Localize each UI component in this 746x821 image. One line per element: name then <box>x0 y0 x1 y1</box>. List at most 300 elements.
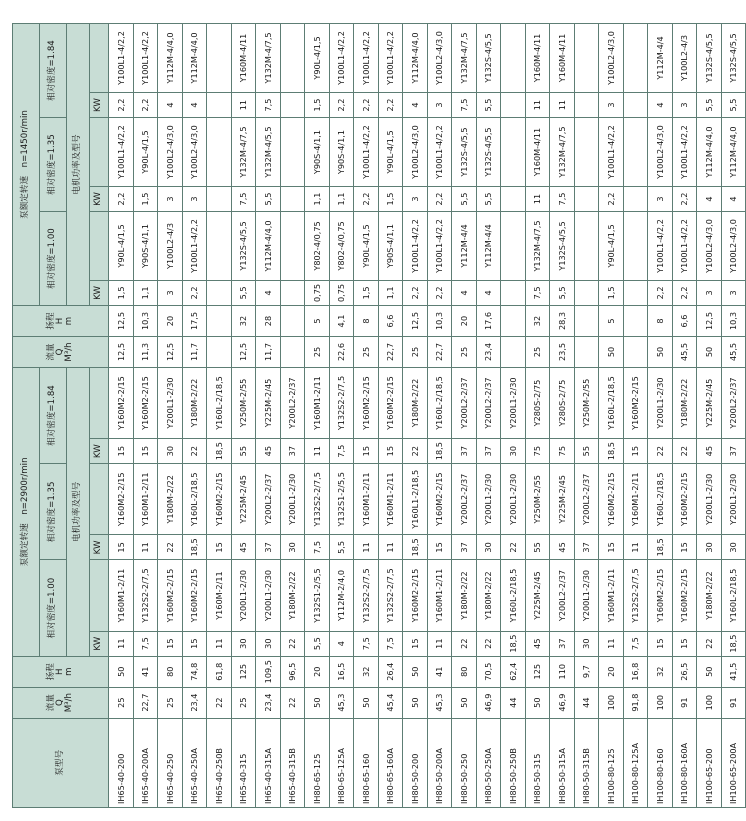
table-cell: 55 <box>231 439 256 464</box>
table-row <box>378 24 403 808</box>
table-cell: Y90L-4/1,5 <box>378 118 403 187</box>
table-row <box>256 24 281 808</box>
table-cell: Y112M-4/4,0 <box>697 118 722 187</box>
table-cell: 45,5 <box>672 337 697 368</box>
table-cell: 6,6 <box>672 306 697 337</box>
table-cell: 12,5 <box>109 306 134 337</box>
table-cell: Y160M-2/11 <box>207 560 232 631</box>
table-cell: Y132S2-2/7,5 <box>133 560 158 631</box>
table-cell: 91 <box>721 687 746 718</box>
table-cell: Y280S-2/75 <box>525 367 550 438</box>
table-cell: Y160L-2/18,5 <box>207 367 232 438</box>
table-cell: Y160M1-2/11 <box>378 464 403 535</box>
table-cell: 15 <box>354 439 379 464</box>
table-cell: 22 <box>158 535 183 560</box>
table-cell: 5,5 <box>305 631 330 656</box>
table-cell: 50 <box>525 687 550 718</box>
table-cell: 7,5 <box>329 439 354 464</box>
table-cell: 3 <box>403 186 428 211</box>
table-cell: 50 <box>305 687 330 718</box>
table-cell: 44 <box>574 687 599 718</box>
table-cell: 30 <box>256 631 281 656</box>
table-cell: 2,2 <box>378 92 403 117</box>
table-cell: 2,2 <box>648 280 673 305</box>
pump-model-cell: IH100-80-125A <box>623 718 648 807</box>
table-cell: 3 <box>158 186 183 211</box>
table-cell <box>623 118 648 187</box>
pump-model-cell: IH80-65-160A <box>378 718 403 807</box>
table-cell: Y100L2-4/3,0 <box>721 212 746 281</box>
table-cell: Y200L1-2/30 <box>476 464 501 535</box>
table-cell: 16,8 <box>623 656 648 687</box>
table-cell: 45,3 <box>329 687 354 718</box>
table-cell: Y100L1-4/2,2 <box>133 24 158 93</box>
table-cell <box>280 186 305 211</box>
table-cell: 61,8 <box>207 656 232 687</box>
table-cell: 2,2 <box>109 92 134 117</box>
table-cell: 50 <box>452 687 477 718</box>
table-cell: 37 <box>721 439 746 464</box>
table-cell: 22 <box>280 687 305 718</box>
table-cell: Y90L-4/1,5 <box>133 118 158 187</box>
table-cell: 110 <box>550 656 575 687</box>
table-cell: Y100L1-4/2,2 <box>672 118 697 187</box>
table-cell: 37 <box>280 439 305 464</box>
table-cell: 23,4 <box>182 687 207 718</box>
table-cell <box>501 306 526 337</box>
table-cell: Y160M1-2/11 <box>623 464 648 535</box>
table-cell: 15 <box>599 535 624 560</box>
header-density-100-2900: 相对密度=1.00 <box>40 560 67 656</box>
table-cell: 15 <box>109 535 134 560</box>
pump-model-cell: IH80-50-200A <box>427 718 452 807</box>
table-cell: 4 <box>158 92 183 117</box>
table-cell: 30 <box>574 631 599 656</box>
table-cell: 7,5 <box>231 186 256 211</box>
table-cell <box>207 280 232 305</box>
pump-model-cell: IH65-40-315 <box>231 718 256 807</box>
table-cell: 5,5 <box>476 92 501 117</box>
table-cell: Y160M2-2/15 <box>672 560 697 631</box>
table-cell <box>207 186 232 211</box>
table-cell: Y90L-4/1,5 <box>354 212 379 281</box>
table-cell: Y100L2-4/3 <box>672 24 697 93</box>
table-cell: 3 <box>182 186 207 211</box>
table-cell: Y200L1-2/30 <box>721 464 746 535</box>
header-flow-1450: 流量 Q M³/h <box>13 337 109 368</box>
table-cell: Y100L2-4/3,0 <box>599 24 624 93</box>
pump-model-cell: IH100-80-160A <box>672 718 697 807</box>
table-cell: 1,1 <box>133 280 158 305</box>
table-cell: 25 <box>452 337 477 368</box>
table-cell: 1,5 <box>354 280 379 305</box>
table-cell: Y100L1-4/2,2 <box>648 212 673 281</box>
table-cell: Y160M2-2/15 <box>354 367 379 438</box>
pump-model-cell: IH80-50-250 <box>452 718 477 807</box>
table-cell <box>207 118 232 187</box>
table-cell: 0,75 <box>329 280 354 305</box>
table-cell: Y200L2-2/37 <box>721 367 746 438</box>
table-cell: 2,2 <box>403 280 428 305</box>
table-cell: Y180M-2/22 <box>280 560 305 631</box>
table-row <box>697 24 722 808</box>
table-row <box>599 24 624 808</box>
table-cell: 1,5 <box>378 186 403 211</box>
table-cell: Y160M2-2/15 <box>158 560 183 631</box>
table-cell: 41 <box>133 656 158 687</box>
table-cell: 15 <box>207 535 232 560</box>
table-cell: 55 <box>525 535 550 560</box>
table-cell: 18,5 <box>721 631 746 656</box>
table-cell: 11 <box>427 631 452 656</box>
table-cell: 2,2 <box>427 280 452 305</box>
table-cell: 15 <box>427 535 452 560</box>
table-cell: 12,5 <box>158 337 183 368</box>
table-cell: Y200L1-2/30 <box>697 464 722 535</box>
table-cell: 45,4 <box>378 687 403 718</box>
pump-model-cell: IH80-50-315 <box>525 718 550 807</box>
table-cell: 22 <box>476 631 501 656</box>
table-cell: 3 <box>158 280 183 305</box>
table-cell: 22 <box>672 439 697 464</box>
table-cell: Y160M-4/11 <box>231 24 256 93</box>
table-cell: Y160M1-2/11 <box>305 367 330 438</box>
table-cell: 18,5 <box>182 535 207 560</box>
table-cell: 3 <box>427 92 452 117</box>
table-cell <box>574 337 599 368</box>
table-cell: Y250M-2/55 <box>525 464 550 535</box>
pump-model-cell: IH65-40-200A <box>133 718 158 807</box>
header-model: 泵型号 <box>13 718 109 807</box>
table-cell: 20 <box>158 306 183 337</box>
table-cell: 45 <box>256 439 281 464</box>
table-cell: Y160M2-2/15 <box>427 464 452 535</box>
header-kw: KW <box>90 535 109 560</box>
table-cell: 74,8 <box>182 656 207 687</box>
table-cell: 80 <box>158 656 183 687</box>
table-cell <box>280 212 305 281</box>
table-cell: 7,5 <box>133 631 158 656</box>
table-cell: Y132S-4/5,5 <box>231 212 256 281</box>
table-cell: 18,5 <box>648 535 673 560</box>
table-cell: 11 <box>133 535 158 560</box>
table-cell: Y160M2-2/15 <box>672 464 697 535</box>
table-cell: 2,2 <box>354 92 379 117</box>
table-cell: 22 <box>697 631 722 656</box>
table-cell: Y160M1-2/11 <box>109 560 134 631</box>
table-cell: 22,7 <box>427 337 452 368</box>
header-speed-2900: 泵额定转速 n=2900r/min <box>13 367 40 656</box>
table-cell: 50 <box>697 656 722 687</box>
table-cell: Y100L1-4/2,2 <box>109 24 134 93</box>
table-cell: Y802-4/0,75 <box>305 212 330 281</box>
table-cell: 26,5 <box>672 656 697 687</box>
table-cell: 5 <box>599 306 624 337</box>
table-cell: 3 <box>721 280 746 305</box>
table-cell: 45,5 <box>721 337 746 368</box>
table-cell: Y280S-2/75 <box>550 367 575 438</box>
table-cell: Y250M-2/55 <box>231 367 256 438</box>
pump-model-cell: IH65-40-250A <box>182 718 207 807</box>
table-cell: 2,2 <box>109 186 134 211</box>
table-cell: Y100L2-4/3,0 <box>158 118 183 187</box>
table-cell: 37 <box>476 439 501 464</box>
table-cell: Y225M-2/45 <box>231 464 256 535</box>
pump-motor-selection-table <box>12 23 746 808</box>
table-cell: Y160M1-2/11 <box>599 560 624 631</box>
pump-model-cell: IH65-40-250 <box>158 718 183 807</box>
table-row <box>158 24 183 808</box>
table-cell: 15 <box>672 631 697 656</box>
table-cell: Y100L1-4/2,2 <box>427 212 452 281</box>
table-row <box>501 24 526 808</box>
table-row <box>525 24 550 808</box>
table-cell: 11 <box>207 631 232 656</box>
table-cell: 22 <box>207 687 232 718</box>
table-cell: 22 <box>648 439 673 464</box>
table-cell: 7,5 <box>378 631 403 656</box>
table-cell: 16,5 <box>329 656 354 687</box>
table-cell: 28,3 <box>550 306 575 337</box>
table-cell: Y100L1-4/2,2 <box>403 212 428 281</box>
table-cell: Y90L-4/1,5 <box>599 212 624 281</box>
table-cell: 28 <box>256 306 281 337</box>
header-density-135-2900: 相对密度=1.35 <box>40 464 67 560</box>
table-body <box>109 24 746 808</box>
table-cell: 75 <box>525 439 550 464</box>
table-cell: Y100L1-4/2,2 <box>599 118 624 187</box>
table-cell: 2,2 <box>427 186 452 211</box>
table-cell: Y112M-4/4,0 <box>158 24 183 93</box>
table-cell: 2,2 <box>354 186 379 211</box>
pump-model-cell: IH100-65-200 <box>697 718 722 807</box>
table-cell: Y112M-4/4,0 <box>721 118 746 187</box>
table-cell: 5,5 <box>721 92 746 117</box>
table-cell: 4 <box>721 186 746 211</box>
table-cell: 25 <box>231 687 256 718</box>
table-cell <box>207 92 232 117</box>
pump-model-cell: IH80-65-160 <box>354 718 379 807</box>
table-cell: 46,9 <box>550 687 575 718</box>
table-cell: Y200L2-2/37 <box>476 367 501 438</box>
table-cell <box>623 24 648 93</box>
table-cell <box>623 306 648 337</box>
table-cell: Y200L2-2/37 <box>452 367 477 438</box>
header-density-135-1450: 相对密度=1.35 <box>40 118 67 212</box>
table-cell: 15 <box>672 535 697 560</box>
header-flow: 流量 Q M³/h <box>13 687 109 718</box>
pump-model-cell: IH80-50-315A <box>550 718 575 807</box>
table-cell: 11 <box>550 92 575 117</box>
table-cell: 1,1 <box>305 186 330 211</box>
table-cell <box>574 92 599 117</box>
table-cell: Y132M-4/5,5 <box>256 118 281 187</box>
table-cell: 25 <box>109 687 134 718</box>
table-cell <box>574 280 599 305</box>
header-density-184-2900: 相对密度=1.84 <box>40 367 67 463</box>
table-cell: 22 <box>501 535 526 560</box>
table-cell: Y100L2-4/3 <box>158 212 183 281</box>
header-kw: KW <box>90 439 109 464</box>
table-cell: 5,5 <box>452 186 477 211</box>
table-cell: 10,3 <box>133 306 158 337</box>
table-cell <box>501 337 526 368</box>
table-cell: 37 <box>574 535 599 560</box>
table-cell: 25 <box>354 337 379 368</box>
table-cell: 18,5 <box>403 535 428 560</box>
table-cell <box>574 306 599 337</box>
table-cell: Y160L-2/18,5 <box>721 560 746 631</box>
table-cell: Y160M1-2/11 <box>354 464 379 535</box>
table-cell <box>501 92 526 117</box>
table-cell: 23,5 <box>550 337 575 368</box>
header-motor-1450: 电机功率及型号 <box>67 24 90 306</box>
table-cell: 22 <box>403 439 428 464</box>
table-cell: 10,3 <box>427 306 452 337</box>
table-cell: Y160M-4/11 <box>525 118 550 187</box>
table-cell: 32 <box>354 656 379 687</box>
header-kw: KW <box>90 92 109 117</box>
table-cell: 44 <box>501 687 526 718</box>
table-cell: Y160M2-2/15 <box>133 367 158 438</box>
table-cell: Y132S-4/5,5 <box>721 24 746 93</box>
table-cell: 80 <box>452 656 477 687</box>
table-cell: 5,5 <box>550 280 575 305</box>
table-row <box>305 24 330 808</box>
table-cell: 15 <box>109 439 134 464</box>
table-cell: 2,2 <box>599 186 624 211</box>
table-cell: Y132S-4/5,5 <box>476 118 501 187</box>
table-cell: Y160L-2/18,5 <box>501 560 526 631</box>
table-cell <box>623 280 648 305</box>
table-cell: Y132S1-2/5,5 <box>305 560 330 631</box>
table-cell: Y100L1-4/2,2 <box>672 212 697 281</box>
table-cell: 8 <box>354 306 379 337</box>
header-head: 扬程 H m <box>13 656 109 687</box>
table-cell: 22 <box>280 631 305 656</box>
table-cell: 100 <box>648 687 673 718</box>
table-cell: Y180M-2/22 <box>697 560 722 631</box>
table-cell: Y90S-4/1,1 <box>329 118 354 187</box>
table-row <box>550 24 575 808</box>
table-cell: Y112M-4/4 <box>648 24 673 93</box>
table-cell: 18,5 <box>207 439 232 464</box>
table-cell <box>623 337 648 368</box>
table-cell: 3 <box>648 186 673 211</box>
table-cell: 46,9 <box>476 687 501 718</box>
table-cell: 4 <box>182 92 207 117</box>
header-density-184-1450: 相对密度=1.84 <box>40 24 67 118</box>
table-cell: Y160M2-2/15 <box>599 464 624 535</box>
table-cell: 50 <box>648 337 673 368</box>
table-cell: 11 <box>599 631 624 656</box>
table-cell: 1,1 <box>329 186 354 211</box>
table-cell: Y100L2-4/3,0 <box>427 24 452 93</box>
table-cell <box>574 186 599 211</box>
pump-model-cell: IH80-65-125 <box>305 718 330 807</box>
table-cell: 37 <box>256 535 281 560</box>
table-cell: 41,5 <box>721 656 746 687</box>
table-cell: Y160L1-2/18,5 <box>403 464 428 535</box>
table-cell: 11 <box>525 92 550 117</box>
table-cell: 2,2 <box>133 92 158 117</box>
table-cell: Y90L-4/1,5 <box>109 212 134 281</box>
table-cell: 109,5 <box>256 656 281 687</box>
table-cell: 100 <box>697 687 722 718</box>
table-cell: 15 <box>403 631 428 656</box>
table-cell <box>623 92 648 117</box>
table-cell: Y180M-2/22 <box>182 367 207 438</box>
table-cell: 11,3 <box>133 337 158 368</box>
table-row <box>109 24 134 808</box>
table-cell: Y225M-2/45 <box>256 367 281 438</box>
table-cell: Y250M-2/55 <box>574 367 599 438</box>
table-cell: 7,5 <box>623 631 648 656</box>
pump-model-cell: IH65-40-250B <box>207 718 232 807</box>
table-cell: 12,5 <box>403 306 428 337</box>
table-cell <box>574 24 599 93</box>
table-cell: Y132S2-2/7,5 <box>354 560 379 631</box>
table-cell: 50 <box>109 656 134 687</box>
table-cell: Y160M2-2/15 <box>648 560 673 631</box>
table-cell: 45 <box>525 631 550 656</box>
table-cell: 25 <box>403 337 428 368</box>
table-cell: 91,8 <box>623 687 648 718</box>
table-cell: 20 <box>305 656 330 687</box>
table-cell: Y180M-2/22 <box>672 367 697 438</box>
table-cell: 125 <box>525 656 550 687</box>
table-cell: 4 <box>648 92 673 117</box>
table-cell: 30 <box>501 439 526 464</box>
table-cell: Y160M2-2/15 <box>378 367 403 438</box>
table-cell: Y100L2-4/3,0 <box>403 118 428 187</box>
table-cell: 0,75 <box>305 280 330 305</box>
table-cell: 8 <box>648 306 673 337</box>
table-cell: 32 <box>231 306 256 337</box>
table-cell <box>207 24 232 93</box>
table-cell: 11,7 <box>256 337 281 368</box>
table-cell: 11 <box>109 631 134 656</box>
table-row <box>207 24 232 808</box>
table-cell: 4 <box>329 631 354 656</box>
table-cell: Y90S-4/1,1 <box>305 118 330 187</box>
pump-model-cell: IH80-50-315B <box>574 718 599 807</box>
pump-model-cell: IH100-80-160 <box>648 718 673 807</box>
table-cell: Y180M-2/22 <box>476 560 501 631</box>
table-cell <box>280 280 305 305</box>
table-cell <box>501 118 526 187</box>
table-cell: 3 <box>599 92 624 117</box>
table-cell: 22,7 <box>133 687 158 718</box>
table-row <box>452 24 477 808</box>
table-cell: Y200L1-2/30 <box>158 367 183 438</box>
pump-model-cell: IH65-40-315B <box>280 718 305 807</box>
table-cell: Y225M-2/45 <box>697 367 722 438</box>
table-cell: Y132S-4/5,5 <box>550 212 575 281</box>
table-cell: 30 <box>697 535 722 560</box>
table-row <box>672 24 697 808</box>
table-cell: Y132S1-2/5,5 <box>329 464 354 535</box>
table-cell: 2,2 <box>329 92 354 117</box>
table-cell: 32 <box>525 306 550 337</box>
header-motor-2900: 电机功率及型号 <box>67 367 90 656</box>
table-cell: 50 <box>403 656 428 687</box>
table-cell: 70,5 <box>476 656 501 687</box>
table-cell: Y132M-4/7,5 <box>452 24 477 93</box>
table-cell: 20 <box>452 306 477 337</box>
pump-model-cell: IH80-50-200 <box>403 718 428 807</box>
table-cell: 15 <box>182 631 207 656</box>
